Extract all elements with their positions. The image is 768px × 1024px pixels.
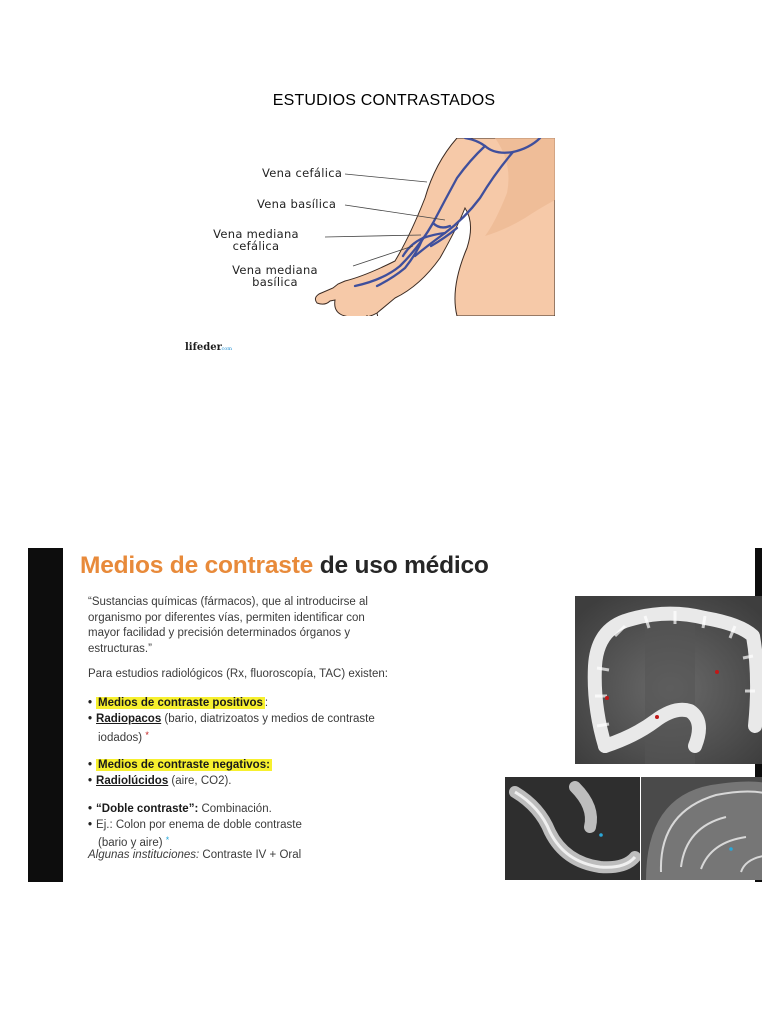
label-vena-cefalica: Vena cefálica — [262, 166, 343, 180]
quote-line-2: organismo por diferentes vías, permiten identificar con — [88, 611, 365, 624]
lifeder-logo — [185, 342, 232, 353]
example-line-1: Ej.: Colon por enema de doble contraste — [96, 819, 302, 831]
doble-contraste-term: “Doble contraste”: — [96, 803, 199, 815]
xray-double-contrast-right — [641, 777, 762, 880]
radiopacos-term: Radiopacos — [96, 713, 162, 725]
label-vena-mediana-basilica — [220, 264, 330, 288]
slide-title-rest: de uso médico — [313, 552, 489, 579]
slide-title-accent: Medios de contraste — [80, 552, 314, 579]
radiopacos-desc-1: (bario, diatrizoatos y medios de contraste — [161, 713, 375, 725]
radiolucidos-term: Radiolúcidos — [96, 775, 169, 787]
label-mediana-basilica-line1: Vena mediana — [232, 263, 318, 277]
label-mediana-cefalica-line1: Vena mediana — [213, 227, 299, 241]
institutions-label: Algunas instituciones: — [88, 849, 200, 861]
label-mediana-cefalica-line2: cefálica — [232, 239, 280, 253]
bullet-radiopacos: • Radiopacos (bario, diatrizoatos y medios de contraste — [88, 713, 375, 725]
lifeder-logo-suffix: .com — [219, 346, 233, 352]
radiopacos-desc-2: iodados) — [98, 732, 146, 744]
institutions-value: Contraste IV + Oral — [199, 849, 302, 861]
quote-line-1: “Sustancias químicas (fármacos), que al introducirse al — [88, 596, 368, 608]
bullet-example: • Ej.: Colon por enema de doble contraste — [88, 819, 302, 831]
positive-heading: Medios de contraste positivos — [98, 697, 263, 709]
bullet-radiolucidos: • Radiolúcidos (aire, CO2). — [88, 775, 232, 787]
contrast-media-slide — [28, 548, 762, 882]
lifeder-logo-name: lifeder — [185, 342, 222, 353]
bullet-negative-heading: • Medios de contraste negativos: — [88, 759, 270, 771]
label-vena-mediana-cefalica — [201, 228, 311, 252]
label-vena-basilica: Vena basílica — [257, 197, 337, 211]
page-title: ESTUDIOS CONTRASTADOS — [272, 92, 496, 109]
label-mediana-basilica-line2: basílica — [252, 275, 298, 289]
institutions-note — [88, 848, 301, 863]
quote-line-3: mayor facilidad y precisión determinados órganos y — [88, 627, 351, 639]
intro-text: Para estudios radiológicos (Rx, fluoroscopía, TAC) existen: — [88, 668, 388, 680]
negative-heading: Medios de contraste negativos: — [98, 759, 270, 771]
example-line-2: (bario y aire) — [98, 837, 166, 849]
slide-content — [63, 548, 755, 882]
quote-line-4: estructuras.” — [88, 642, 152, 655]
definition-quote — [88, 595, 368, 657]
blue-star-marker: * — [165, 835, 170, 845]
radiopacos-line-2 — [98, 728, 149, 746]
xray-colon-barium — [575, 596, 762, 764]
positive-heading-colon: : — [264, 697, 269, 709]
red-star-marker: * — [145, 730, 149, 740]
radiolucidos-desc: (aire, CO2). — [168, 775, 232, 787]
xray-double-contrast-left — [505, 777, 640, 880]
bullet-positive-heading: • Medios de contraste positivos : — [88, 697, 269, 709]
arm-veins-illustration — [195, 138, 555, 316]
doble-contraste-desc: Combinación. — [198, 803, 272, 815]
bullet-doble-contraste: • “Doble contraste”: Combinación. — [88, 803, 272, 815]
slide-title — [80, 552, 489, 580]
